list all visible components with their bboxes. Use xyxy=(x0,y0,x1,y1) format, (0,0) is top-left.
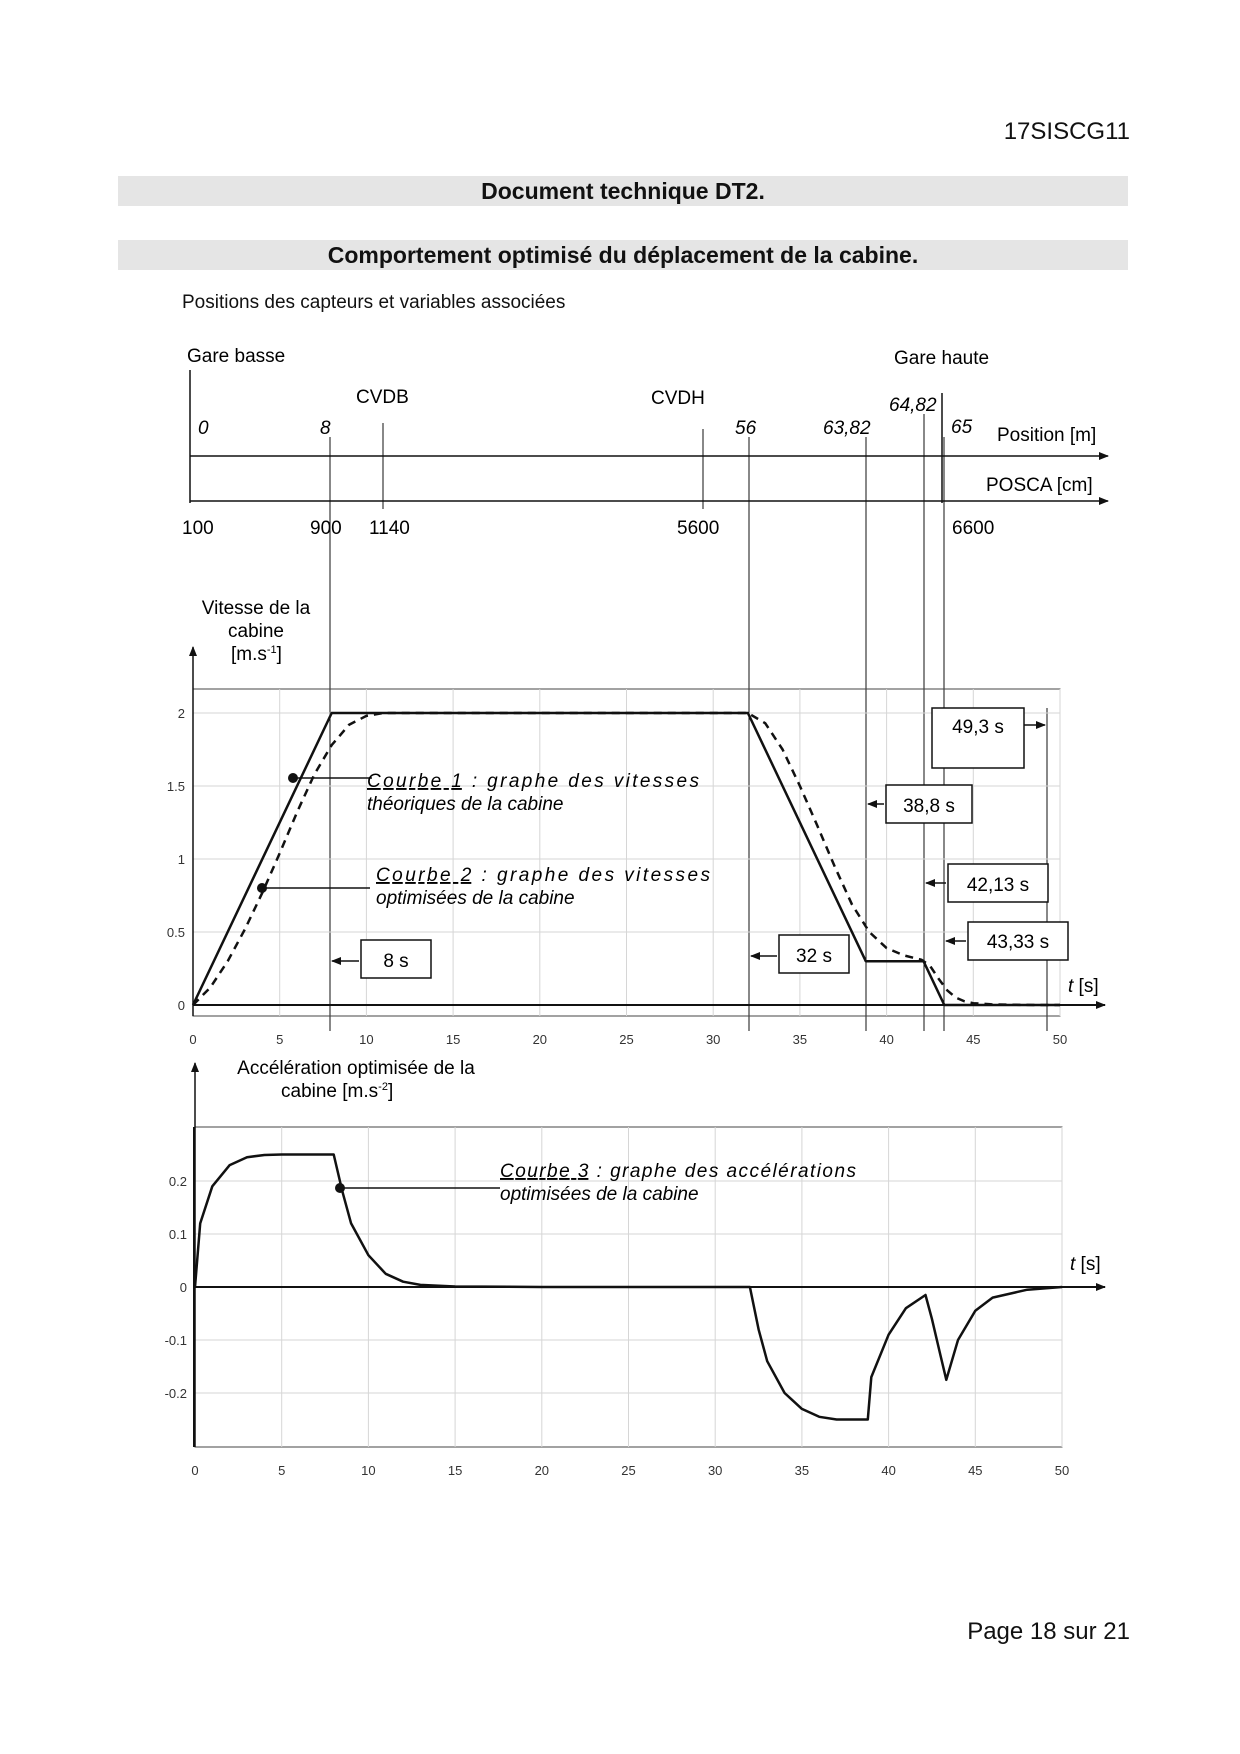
position-mark: 0 xyxy=(198,418,209,439)
time-label: 43,33 s xyxy=(986,932,1050,953)
y-tick-label: 0.2 xyxy=(168,1174,187,1189)
position-mark: 8 xyxy=(320,418,331,439)
acceleration-ylabel-unit: cabine $[m.s^{-2}]$ xyxy=(281,1081,394,1102)
x-tick-label: 15 xyxy=(445,1032,461,1047)
time-label: 32 s xyxy=(796,946,832,967)
x-tick-label: 25 xyxy=(621,1463,636,1478)
time-label: 8 s xyxy=(383,951,409,972)
page-number: Page 18 sur 21 xyxy=(967,1618,1130,1645)
x-tick-label: 45 xyxy=(968,1463,983,1478)
x-tick-label: 25 xyxy=(619,1032,634,1047)
gare-basse-label: Gare basse xyxy=(187,346,286,367)
x-tick-label: 35 xyxy=(794,1463,810,1478)
document-title: Document technique DT2. xyxy=(118,176,1128,206)
y-tick-label: -0.2 xyxy=(164,1386,187,1401)
x-tick-label: 30 xyxy=(705,1032,721,1047)
x-tick-label: 40 xyxy=(881,1463,896,1478)
time-label: 38,8 s xyxy=(903,796,955,817)
y-tick-label: -0.1 xyxy=(164,1333,187,1348)
document-reference: 17SISCG11 xyxy=(1003,118,1130,145)
x-tick-label: 35 xyxy=(792,1032,808,1047)
posca-mark: 6600 xyxy=(952,518,995,539)
x-tick-label: 20 xyxy=(534,1463,550,1478)
time-label: 49,3 s xyxy=(952,717,1004,738)
x-tick-label: 40 xyxy=(879,1032,894,1047)
time-label-38-8s xyxy=(868,785,972,823)
x-tick-label: 10 xyxy=(359,1032,374,1047)
courbe2-label-line2: optimisées de la cabine xyxy=(376,888,575,909)
y-tick-label: 2 xyxy=(177,706,185,721)
y-tick-label: 0.1 xyxy=(168,1227,187,1242)
x-tick-label: 5 xyxy=(276,1032,284,1047)
x-tick-label: 20 xyxy=(532,1032,548,1047)
y-tick-label: 1 xyxy=(177,852,185,867)
velocity-xlabel: t [s] xyxy=(1068,976,1099,997)
y-tick-label: 0.5 xyxy=(166,925,185,940)
x-tick-label: 50 xyxy=(1052,1032,1068,1047)
velocity-ylabel-unit: $[m.s^{-1}]$ xyxy=(231,644,282,665)
gare-haute-label: Gare haute xyxy=(894,348,990,369)
courbe3-label-line2: optimisées de la cabine xyxy=(500,1184,699,1205)
posca-mark: 5600 xyxy=(677,518,720,539)
x-tick-label: 10 xyxy=(361,1463,376,1478)
time-label-8s xyxy=(332,940,431,978)
velocity-ylabel-line1: Vitesse de la xyxy=(201,598,311,619)
posca-mark: 100 xyxy=(182,518,214,539)
position-mark: 64,82 xyxy=(889,395,937,416)
x-tick-label: 15 xyxy=(447,1463,463,1478)
courbe3-annotation xyxy=(335,1161,857,1205)
posca-axis-label: POSCA [cm] xyxy=(986,475,1093,496)
x-tick-label: 45 xyxy=(966,1032,981,1047)
acceleration-chart xyxy=(165,1058,1105,1478)
y-tick-label: 0 xyxy=(177,998,185,1013)
x-tick-label: 50 xyxy=(1054,1463,1070,1478)
section-title: Comportement optimisé du déplacement de la cabine. xyxy=(118,240,1128,270)
x-tick-label: 30 xyxy=(707,1463,723,1478)
velocity-chart xyxy=(167,598,1105,1047)
posca-mark: 900 xyxy=(310,518,342,539)
acceleration-ylabel-line1: Accélération optimisée de la xyxy=(237,1058,475,1079)
x-tick-label: 0 xyxy=(191,1463,199,1478)
courbe1-annotation xyxy=(288,771,700,815)
time-label-32s xyxy=(751,935,849,973)
time-label: 42,13 s xyxy=(966,875,1030,896)
cvdh-label: CVDH xyxy=(651,388,705,409)
courbe3-label-line1: Courbe 3 : graphe des accélérations xyxy=(500,1161,856,1182)
courbe1-label-line1: Courbe 1 : graphe des vitesses xyxy=(367,771,699,792)
position-mark: 65 xyxy=(951,417,973,438)
cvdb-label: CVDB xyxy=(356,387,409,408)
intro-text: Positions des capteurs et variables associées xyxy=(182,292,566,313)
y-tick-label: 1.5 xyxy=(166,779,185,794)
time-label-43-33s xyxy=(946,922,1068,960)
position-mark: 63,82 xyxy=(823,418,871,439)
y-tick-label: 0 xyxy=(179,1280,187,1295)
time-label-49-3s xyxy=(932,708,1045,768)
courbe2-label-line1: Courbe 2 : graphe des vitesses xyxy=(376,865,710,886)
velocity-ylabel-line2: cabine xyxy=(228,621,284,642)
posca-mark: 1140 xyxy=(369,518,410,539)
acceleration-xlabel: t [s] xyxy=(1070,1254,1101,1275)
x-tick-label: 5 xyxy=(278,1463,286,1478)
courbe1-label-line2: théoriques de la cabine xyxy=(367,794,564,815)
courbe2-annotation xyxy=(257,865,711,909)
position-mark: 56 xyxy=(735,418,757,439)
sensor-diagram xyxy=(182,346,1108,539)
x-tick-label: 0 xyxy=(189,1032,197,1047)
position-axis-label: Position [m] xyxy=(997,425,1097,446)
